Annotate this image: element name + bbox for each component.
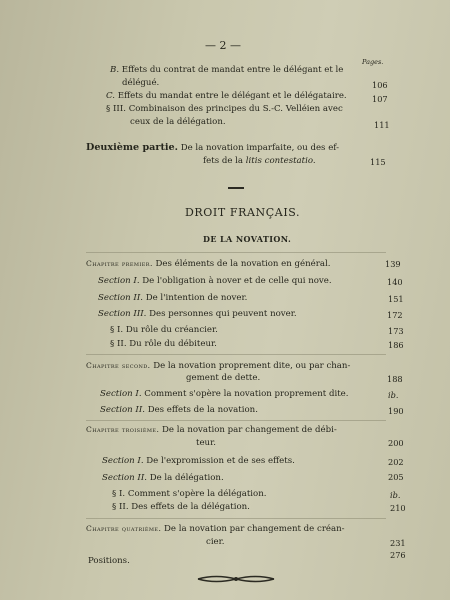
- page-number: — 2 —: [205, 39, 241, 52]
- part-page: 115: [370, 157, 386, 167]
- paragraph-page: 186: [388, 340, 404, 350]
- section-label: Section II.: [98, 293, 143, 303]
- section-page: 202: [388, 457, 404, 467]
- section-page: 205: [388, 472, 404, 482]
- chapter-label: Chapitre premier.: [86, 259, 153, 268]
- chapter-page: 200: [388, 438, 404, 448]
- part-cont-text: fets de la: [203, 156, 244, 166]
- chapter-four-heading: [86, 523, 345, 535]
- positions-entry: Positions.: [88, 556, 130, 566]
- paragraph-page: 210: [390, 503, 406, 513]
- paragraph-label: § II.: [112, 502, 129, 512]
- chapter-page: 188: [387, 374, 403, 384]
- entry-page: 111: [374, 120, 390, 130]
- entry-text: Combinaison des principes du S.-C. Velléien avec: [128, 104, 343, 114]
- paragraph-page: ib.: [390, 490, 401, 500]
- section-label: Section II.: [102, 473, 147, 483]
- section-text: Comment s'opère la novation proprement dite.: [144, 389, 349, 399]
- chapter-three-heading: [86, 424, 337, 436]
- section-label: Section I.: [98, 276, 140, 286]
- entry-label: C.: [106, 91, 116, 101]
- part-text: De la novation imparfaite, ou des ef-: [180, 143, 340, 153]
- novation-title: DE LA NOVATION.: [203, 234, 292, 244]
- paragraph-entry: [110, 339, 217, 350]
- toc-entry-b: [110, 65, 343, 76]
- entry-page: 107: [372, 94, 388, 104]
- entry-text: Effets du mandat entre le délégant et le délégataire.: [117, 91, 347, 101]
- section-entry: [98, 293, 247, 304]
- section-label: Section I.: [102, 456, 144, 466]
- part-title: Deuxième partie.: [86, 142, 178, 153]
- toc-entry-s3: [106, 104, 343, 115]
- positions-page: 276: [390, 550, 406, 560]
- chapter-label: Chapitre second.: [86, 361, 151, 370]
- entry-page: 106: [372, 80, 388, 90]
- short-separator: [228, 187, 244, 189]
- part-cont-italic: litis contestatio.: [245, 156, 316, 166]
- section-label: Section III.: [98, 309, 147, 319]
- pages-column-label: Pages.: [362, 58, 384, 66]
- part-two-heading: [86, 142, 339, 154]
- paragraph-label: § I.: [112, 489, 126, 499]
- bottom-ornament: [196, 574, 276, 584]
- chapter-continuation: teur.: [196, 438, 216, 448]
- entry-label: § III.: [106, 104, 126, 114]
- chapter-two-heading: [86, 360, 350, 372]
- section-label: Section II.: [100, 405, 145, 415]
- divider: [86, 252, 386, 253]
- chapter-text: De la novation par changement de débi-: [162, 425, 337, 435]
- section-page: 140: [387, 277, 403, 287]
- section-page: 151: [388, 294, 404, 304]
- paragraph-text: Du rôle du créancier.: [125, 325, 218, 335]
- paragraph-label: § II.: [110, 339, 127, 349]
- paragraph-label: § I.: [110, 325, 124, 335]
- entry-continuation: délégué.: [122, 78, 160, 88]
- section-entry: [100, 389, 349, 400]
- droit-francais-title: DROIT FRANÇAIS.: [185, 206, 301, 219]
- paragraph-text: Comment s'opère la délégation.: [127, 489, 267, 499]
- divider: [86, 354, 386, 355]
- chapter-continuation: gement de dette.: [186, 373, 261, 383]
- section-entry: [98, 309, 297, 320]
- chapter-text: De la novation par changement de créan-: [164, 524, 345, 534]
- section-page: 172: [387, 310, 403, 320]
- section-text: De l'obligation à nover et de celle qui nove.: [142, 276, 332, 286]
- section-entry: [98, 276, 332, 287]
- toc-entry-c: [106, 91, 347, 102]
- section-entry: [102, 473, 224, 484]
- paragraph-entry: [112, 489, 267, 500]
- section-page: ib.: [388, 390, 399, 400]
- chapter-text: Des éléments de la novation en général.: [155, 259, 331, 269]
- entry-label: B.: [110, 65, 120, 75]
- paragraph-entry: [110, 325, 218, 336]
- section-entry: [100, 405, 258, 416]
- section-text: Des personnes qui peuvent nover.: [149, 309, 297, 319]
- chapter-page: 231: [390, 538, 406, 548]
- section-text: De la délégation.: [149, 473, 224, 483]
- paragraph-text: Du rôle du débiteur.: [129, 339, 217, 349]
- entry-text: Effets du contrat de mandat entre le délégant et le: [121, 65, 344, 75]
- divider: [86, 518, 386, 519]
- section-page: 190: [388, 406, 404, 416]
- chapter-continuation: cier.: [206, 537, 225, 547]
- chapter-label: Chapitre troisième.: [86, 425, 160, 434]
- paragraph-page: 173: [388, 326, 404, 336]
- entry-continuation: ceux de la délégation.: [130, 117, 226, 127]
- chapter-label: Chapitre quatrième.: [86, 524, 162, 533]
- chapter-one-heading: [86, 258, 330, 270]
- chapter-text: De la novation proprement dite, ou par chan-: [153, 361, 351, 371]
- section-text: De l'expromission et de ses effets.: [146, 456, 295, 466]
- section-text: Des effets de la novation.: [147, 405, 258, 415]
- chapter-page: 139: [385, 259, 401, 269]
- section-text: De l'intention de nover.: [145, 293, 248, 303]
- part-continuation: [203, 156, 316, 167]
- paragraph-entry: [112, 502, 250, 513]
- section-entry: [102, 456, 295, 467]
- paragraph-text: Des effets de la délégation.: [131, 502, 250, 512]
- section-label: Section I.: [100, 389, 142, 399]
- divider: [86, 420, 386, 421]
